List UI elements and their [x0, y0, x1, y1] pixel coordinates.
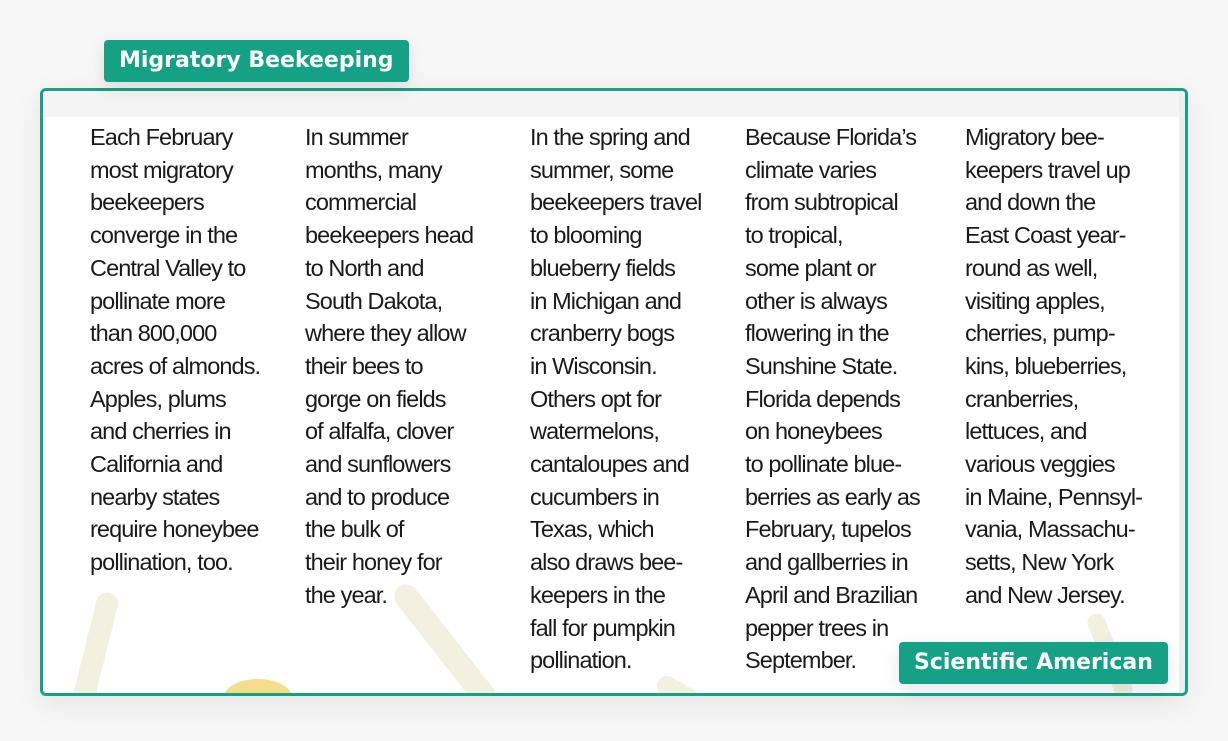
article-column-2: In summer months, many commercial beekeepers head to North and South Dakota, where they allow their bees to gorge on fields of alfalfa, clover and sunflowers and to produce the bulk of their honey for the year.	[305, 124, 474, 608]
article-column-4: Because Florida’s climate varies from subtropical to tropical, some plant or other is always flowering in the Sunshine State. Florida depends on honeybees to pollinate blue- berries as early as February, tupelos and gallberries in April and Brazilian pepper trees in September.	[745, 124, 920, 674]
article-column-1: Each February most migratory beekeepers converge in the Central Valley to pollinate more than 800,000 acres of almonds. Apples, plums and cherries in California and nearby states require honeybee pollination, too.	[90, 124, 261, 576]
decorative-blob	[223, 679, 293, 696]
title-tag: Migratory Beekeeping	[104, 40, 409, 82]
article-column-3: In the spring and summer, some beekeepers travel to blooming blueberry fields in Michigan and cranberry bogs in Wisconsin. Others opt for watermelons, cantaloupes and cucumbers in Texas, which also draws bee- keepers in the fall for pumpkin pollination.	[530, 124, 702, 674]
article-column-5: Migratory bee- keepers travel up and down the East Coast year- round as well, visiting apples, cherries, pump- kins, blueberries, cranberries, lettuces, and various veggies in Maine, Pennsyl- vania, Massachu- setts, New York and New Jersey.	[965, 124, 1143, 608]
source-tag: Scientific American	[899, 642, 1168, 684]
frame-right-strip	[1179, 91, 1185, 693]
frame-top-strip	[43, 91, 1185, 117]
decorative-stroke	[68, 590, 121, 696]
article-excerpt-frame	[40, 88, 1188, 696]
